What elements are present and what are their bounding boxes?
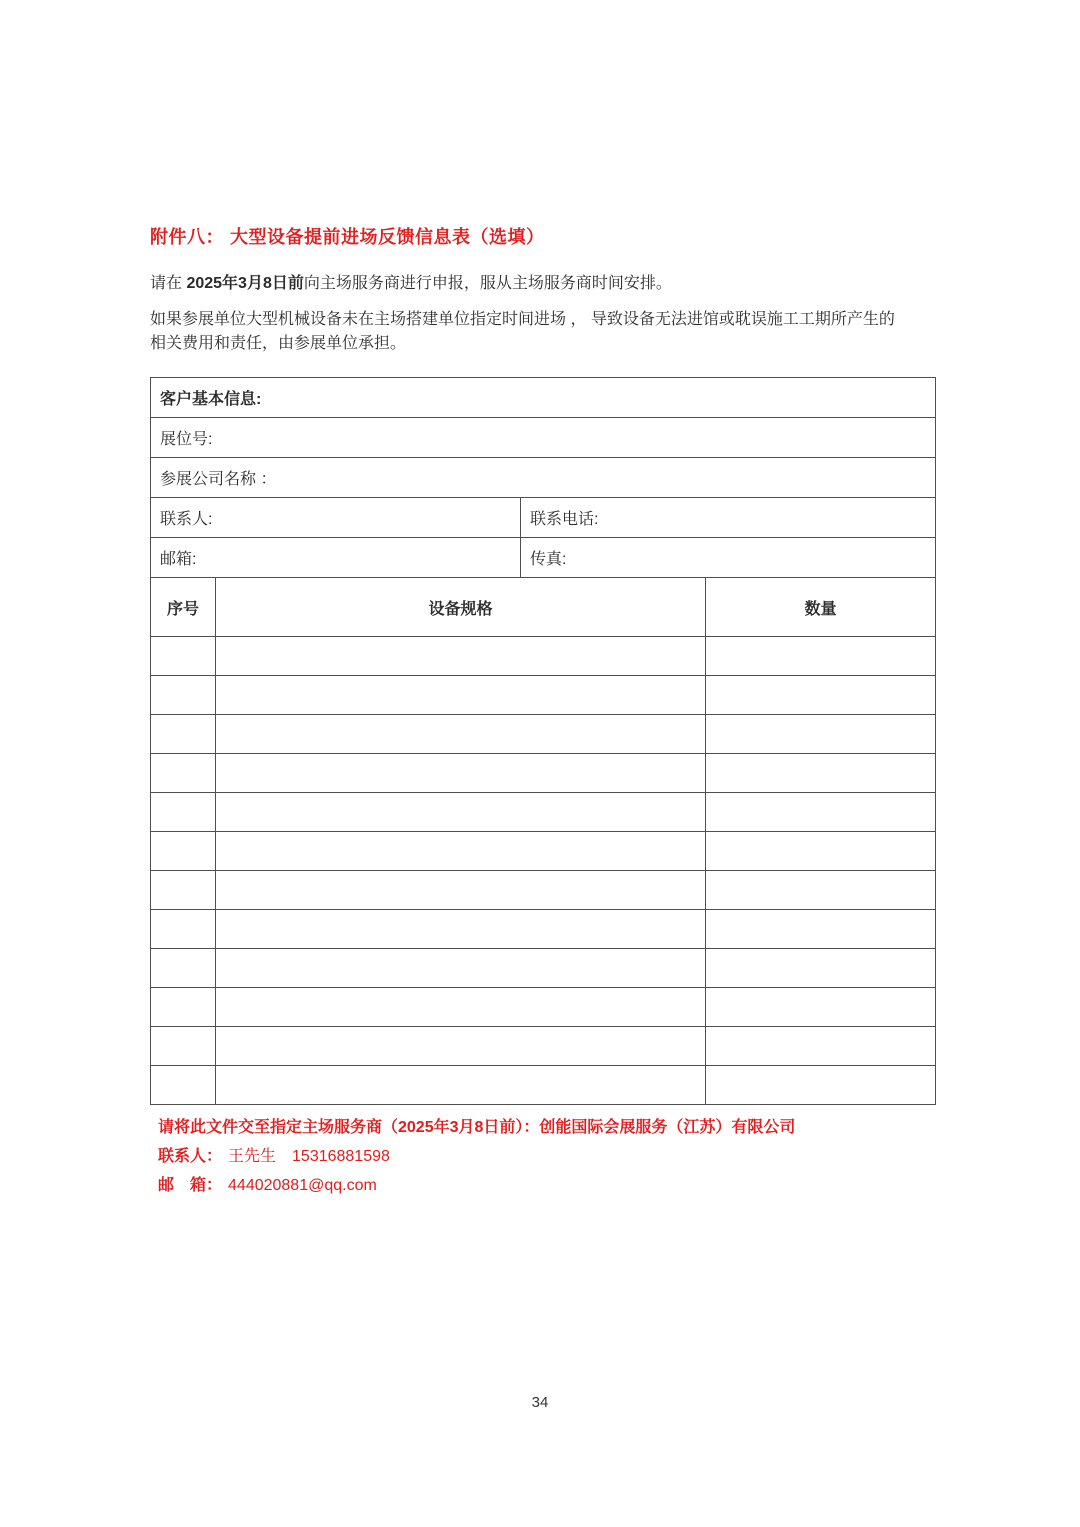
equipment-index-cell bbox=[151, 754, 216, 793]
equipment-quantity-cell bbox=[706, 793, 936, 832]
column-header-quantity: 数量 bbox=[706, 578, 936, 637]
deadline-text-prefix: 请在 bbox=[150, 275, 187, 292]
equipment-row bbox=[151, 715, 936, 754]
equipment-index-cell bbox=[151, 988, 216, 1027]
contact-phone-field: 联系电话: bbox=[521, 498, 936, 538]
customer-info-section-title: 客户基本信息: bbox=[151, 378, 936, 418]
equipment-quantity-cell bbox=[706, 1027, 936, 1066]
equipment-index-cell bbox=[151, 871, 216, 910]
equipment-quantity-cell bbox=[706, 949, 936, 988]
service-contact-label: 联系人： bbox=[158, 1148, 223, 1165]
deadline-date: 2025年3月8日前 bbox=[186, 275, 304, 292]
equipment-row bbox=[151, 832, 936, 871]
email-field: 邮箱: bbox=[151, 538, 521, 578]
customer-info-title-row bbox=[151, 378, 936, 418]
booth-number-row bbox=[151, 418, 936, 458]
equipment-spec-cell bbox=[216, 1066, 706, 1105]
equipment-index-cell bbox=[151, 1066, 216, 1105]
equipment-quantity-cell bbox=[706, 637, 936, 676]
equipment-quantity-cell bbox=[706, 832, 936, 871]
contact-name-field: 联系人: bbox=[151, 498, 521, 538]
equipment-spec-cell bbox=[216, 910, 706, 949]
service-email-value: 444020881@qq.com bbox=[228, 1177, 377, 1194]
equipment-quantity-cell bbox=[706, 1066, 936, 1105]
equipment-quantity-cell bbox=[706, 676, 936, 715]
company-name-field: 参展公司名称 ： bbox=[151, 458, 936, 498]
equipment-index-cell bbox=[151, 637, 216, 676]
equipment-spec-cell bbox=[216, 637, 706, 676]
fax-field: 传真: bbox=[521, 538, 936, 578]
submission-deadline-line: 请将此文件交至指定主场服务商（2025年3月8日前）：创能国际会展服务（江苏）有限公司 bbox=[158, 1119, 796, 1136]
column-header-index: 序号 bbox=[151, 578, 216, 637]
intro-paragraph-liability: 如果参展单位大型机械设备未在主场搭建单位指定时间进场 ， 导致设备无法进馆或耽误施工工期所产生的相关费用和责任，由参展单位承担。 bbox=[150, 311, 895, 352]
equipment-index-cell bbox=[151, 1027, 216, 1066]
equipment-spec-cell bbox=[216, 871, 706, 910]
equipment-row bbox=[151, 637, 936, 676]
company-name-row bbox=[151, 458, 936, 498]
equipment-spec-cell bbox=[216, 832, 706, 871]
column-header-spec: 设备规格 bbox=[216, 578, 706, 637]
equipment-index-cell bbox=[151, 832, 216, 871]
equipment-index-cell bbox=[151, 715, 216, 754]
equipment-index-cell bbox=[151, 676, 216, 715]
equipment-quantity-cell bbox=[706, 871, 936, 910]
equipment-spec-cell bbox=[216, 949, 706, 988]
equipment-index-cell bbox=[151, 793, 216, 832]
equipment-spec-cell bbox=[216, 754, 706, 793]
equipment-quantity-cell bbox=[706, 988, 936, 1027]
equipment-row bbox=[151, 793, 936, 832]
service-contact-value: 王先生 15316881598 bbox=[228, 1148, 390, 1165]
equipment-table-header-row bbox=[151, 578, 936, 637]
equipment-quantity-cell bbox=[706, 910, 936, 949]
service-email-label: 邮 箱： bbox=[158, 1177, 223, 1194]
equipment-quantity-cell bbox=[706, 715, 936, 754]
equipment-quantity-cell bbox=[706, 754, 936, 793]
service-contact-line bbox=[158, 1142, 935, 1171]
email-fax-row bbox=[151, 538, 936, 578]
booth-number-field: 展位号: bbox=[151, 418, 936, 458]
page-number: 34 bbox=[531, 1394, 549, 1411]
attachment-number-label: 附件八： bbox=[150, 227, 224, 247]
document-content bbox=[150, 227, 935, 1200]
equipment-row bbox=[151, 1027, 936, 1066]
equipment-row bbox=[151, 1066, 936, 1105]
equipment-row bbox=[151, 676, 936, 715]
equipment-row bbox=[151, 949, 936, 988]
equipment-spec-cell bbox=[216, 988, 706, 1027]
equipment-row bbox=[151, 754, 936, 793]
submission-instructions bbox=[150, 1113, 935, 1200]
contact-phone-row bbox=[151, 498, 936, 538]
equipment-index-cell bbox=[151, 910, 216, 949]
equipment-row bbox=[151, 988, 936, 1027]
equipment-spec-cell bbox=[216, 715, 706, 754]
equipment-index-cell bbox=[151, 949, 216, 988]
service-email-line bbox=[158, 1171, 935, 1200]
attachment-heading bbox=[150, 227, 935, 247]
equipment-spec-cell bbox=[216, 793, 706, 832]
deadline-text-suffix: 向主场服务商进行申报，服从主场服务商时间安排。 bbox=[303, 275, 672, 292]
intro-paragraph-deadline bbox=[150, 273, 935, 294]
equipment-row bbox=[151, 871, 936, 910]
equipment-row bbox=[151, 910, 936, 949]
equipment-spec-cell bbox=[216, 676, 706, 715]
attachment-title: 大型设备提前进场反馈信息表（选填） bbox=[230, 227, 545, 247]
equipment-spec-cell bbox=[216, 1027, 706, 1066]
feedback-form-table bbox=[150, 377, 936, 1105]
